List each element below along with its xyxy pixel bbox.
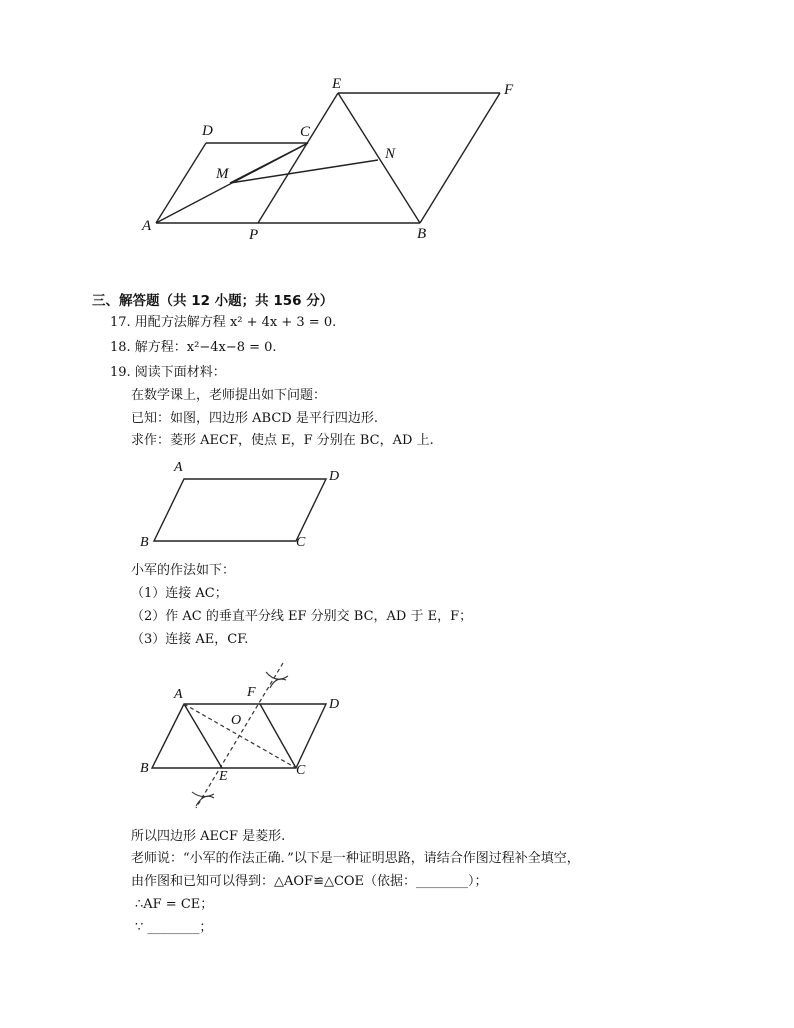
label-point-c: C (300, 124, 311, 140)
fig2-label-b: B (140, 761, 149, 776)
fig1-label-d: D (329, 469, 340, 484)
label-point-a: A (142, 218, 152, 234)
fig2-label-d: D (329, 697, 340, 712)
fig2-label-o: O (231, 713, 242, 728)
proof-line-1: 由作图和已知可以得到：△AOF≌△COE（依据：________）； (131, 874, 488, 889)
label-point-p: P (249, 227, 259, 243)
method-step-2: （2）作 AC 的垂直平分线 EF 分别交 BC，AD 于 E，F； (131, 609, 473, 624)
section-title: 三、解答题（共 12 小题；共 156 分） (92, 293, 334, 309)
conclusion-text: 所以四边形 AECF 是菱形. (131, 829, 286, 844)
method-title: 小军的作法如下： (131, 563, 236, 578)
question-19-paragraph-1: 在数学课上，老师提出如下问题： (131, 388, 327, 403)
fig2-label-a: A (174, 687, 183, 702)
question-17: 17. 用配方法解方程 x² + 4x + 3 = 0. (110, 315, 337, 330)
fig1-label-b: B (140, 535, 149, 550)
label-point-b: B (417, 226, 427, 242)
proof-line-2: ∴AF = CE； (135, 897, 214, 912)
method-step-3: （3）连接 AE，CF. (131, 632, 249, 647)
fig2-label-e: E (219, 769, 228, 784)
fig1-label-a: A (174, 460, 183, 475)
teacher-text: 老师说：“小军的作法正确．”以下是一种证明思路，请结合作图过程补全填空， (131, 851, 580, 866)
label-point-d: D (202, 123, 213, 139)
question-18: 18. 解方程：x²−4x−8 = 0. (110, 340, 277, 355)
label-point-f: F (504, 82, 514, 98)
question-19-paragraph-2: 已知：如图，四边形 ABCD 是平行四边形. (131, 411, 378, 426)
question-19-head: 19. 阅读下面材料： (110, 365, 226, 380)
label-point-n: N (385, 146, 396, 162)
fig1-label-c: C (296, 535, 306, 550)
label-point-m: M (216, 166, 229, 182)
question-19-paragraph-3: 求作：菱形 AECF，使点 E，F 分别在 BC，AD 上. (131, 433, 434, 448)
label-point-e: E (332, 76, 342, 92)
method-step-1: （1）连接 AC； (131, 586, 228, 601)
proof-line-3: ∵ ________； (135, 920, 213, 935)
fig2-label-f: F (247, 685, 256, 700)
fig2-label-c: C (296, 763, 306, 778)
